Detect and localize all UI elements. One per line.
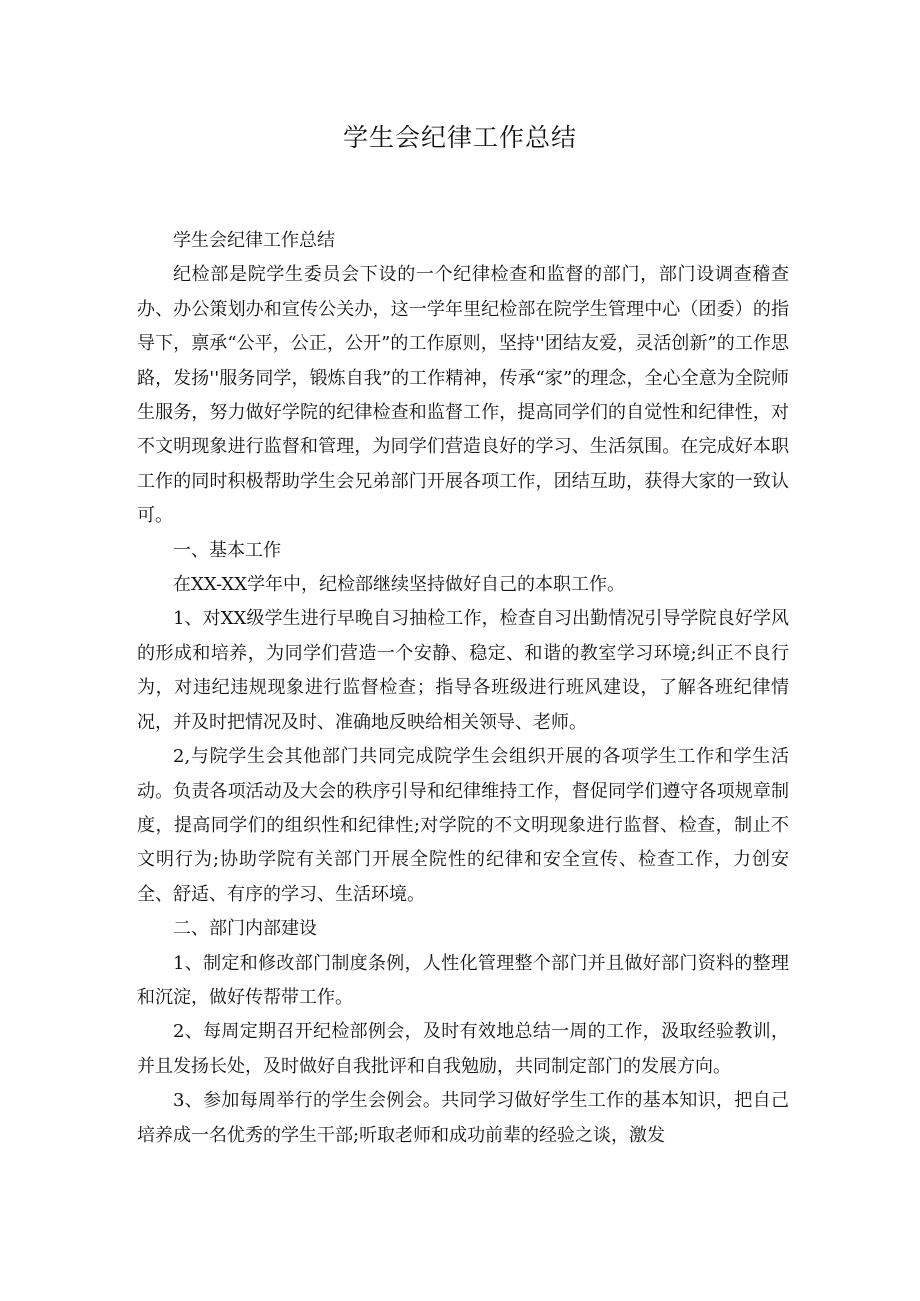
internal-building-item-2: 2、每周定期召开纪检部例会，及时有效地总结一周的工作，汲取经验教训，并且发扬长处，及时做好自我批评和自我勉励，共同制定部门的发展方向。 xyxy=(137,1021,789,1077)
subtitle-paragraph: 学生会纪律工作总结 xyxy=(173,230,335,251)
internal-building-item-3: 3、参加每周举行的学生会例会。共同学习做好学生工作的基本知识，把自己培养成一名优秀的学生干部;听取老师和成功前辈的经验之谈，激发 xyxy=(137,1090,789,1146)
section-heading-internal-building: 二、部门内部建设 xyxy=(173,918,317,940)
document-title: 学生会纪律工作总结 xyxy=(342,123,577,152)
basic-work-intro-paragraph: 在XX-XX学年中，纪检部继续坚持做好自己的本职工作。 xyxy=(173,574,626,596)
basic-work-item-2: 2,与院学生会其他部门共同完成院学生会组织开展的各项学生工作和学生活动。负责各项活动及大会的秩序引导和纪律维持工作，督促同学们遵守各项规章制度，提高同学们的组织性和纪律性;对学院的不文明现象进行监督、检查，制止不文明行为;协助学院有关部门开展全院性的纪律和安全宣传、检查工作，力创安全、舒适、有序的学习、生活环境。 xyxy=(137,746,789,905)
intro-paragraph: 纪检部是院学生委员会下设的一个纪律检查和监督的部门，部门设调查稽查办、办公策划办和宣传公关办，这一学年里纪检部在院学生管理中心（团委）的指导下，禀承“公平，公正，公开”的工作原则，坚持''团结友爱，灵活创新”的工作思路，发扬''服务同学，锻炼自我”的工作精神，传承“家”的理念，全心全意为全院师生服务，努力做好学院的纪律检查和监督工作，提高同学们的自觉性和纪律性，对不文明现象进行监督和管理，为同学们营造良好的学习、生活氛围。在完成好本职工作的同时积极帮助学生会兄弟部门开展各项工作，团结互助，获得大家的一致认可。 xyxy=(137,264,789,527)
section-heading-basic-work: 一、基本工作 xyxy=(173,539,281,561)
internal-building-item-1: 1、制定和修改部门制度条例，人性化管理整个部门并且做好部门资料的整理和沉淀，做好传帮带工作。 xyxy=(137,952,789,1008)
basic-work-item-1: 1、对XX级学生进行早晚自习抽检工作，检查自习出勤情况引导学院良好学风的形成和培养，为同学们营造一个安静、稳定、和谐的教室学习环境;纠正不良行为，对违纪违规现象进行监督检查；指导各班级进行班风建设，了解各班纪律情况，并及时把情况及时、准确地反映给相关领导、老师。 xyxy=(137,608,789,733)
document-body xyxy=(137,224,789,1153)
